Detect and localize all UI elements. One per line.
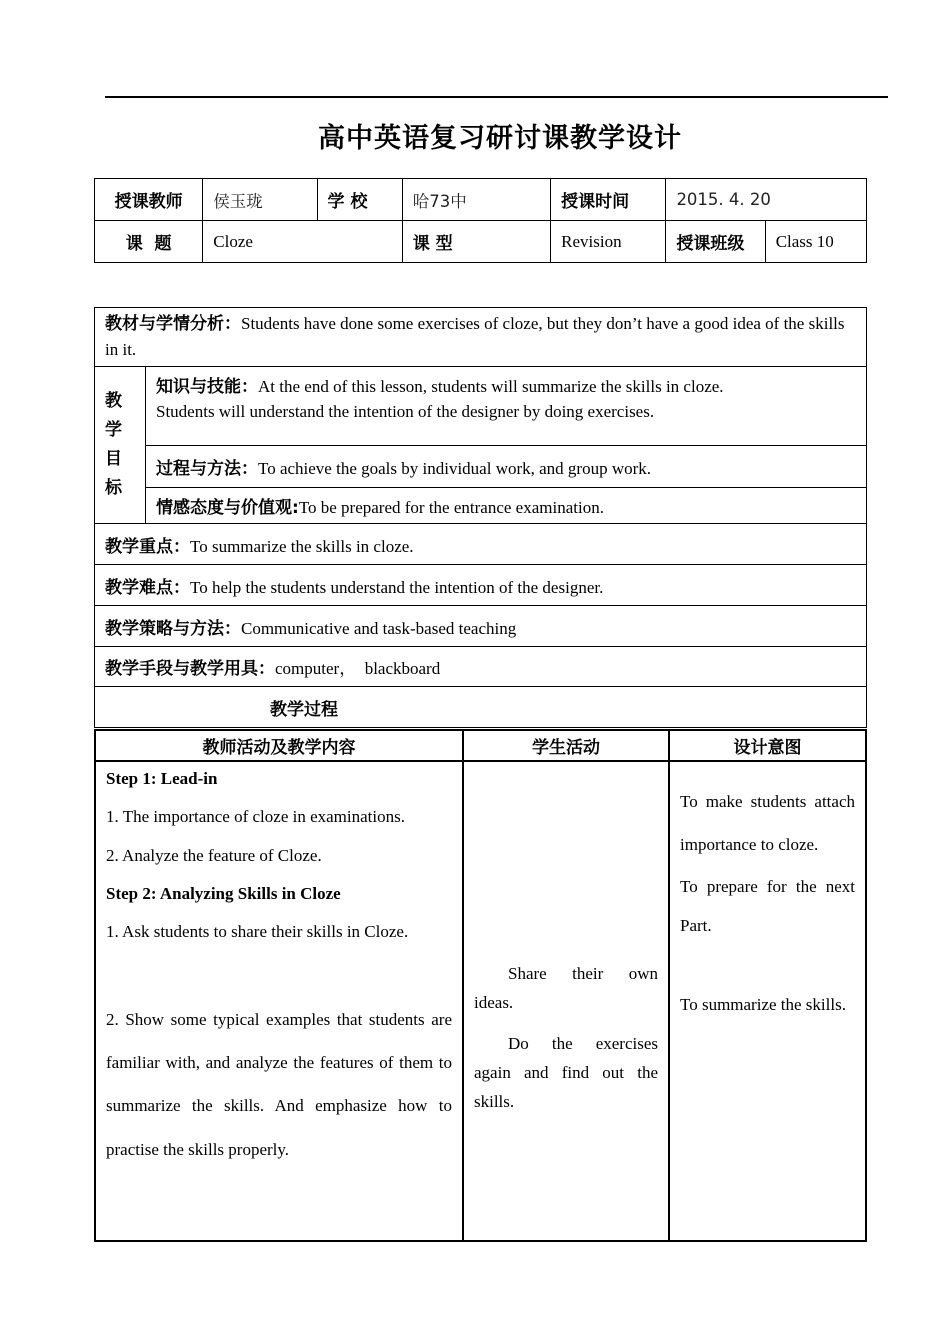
tools-label: 教学手段与教学用具： <box>105 659 275 679</box>
materials-label: 教材与学情分析： <box>105 313 241 334</box>
intent-2: To prepare for the next Part. <box>680 876 855 935</box>
knowledge-text-1: At the end of this lesson, students will summarize the skills in cloze. <box>258 377 724 396</box>
materials-text: Students have done some exercises of cloze, but they don’t have a good idea of the skills in it. <box>105 313 845 359</box>
step2-title: Step 2: Analyzing Skills in Cloze <box>106 884 341 904</box>
emotion-text: To be prepared for the entrance examination. <box>298 498 604 517</box>
strategy-text: Communicative and task-based teaching <box>241 618 517 638</box>
teacher-activity-cell <box>95 761 463 1241</box>
school-label: 学 校 <box>317 179 402 221</box>
analysis-table <box>94 307 867 728</box>
student-activity-cell <box>463 761 669 1241</box>
knowledge-label: 知识与技能： <box>156 377 258 397</box>
student-activity-2: Do the exercises again and find out the skills. <box>474 1033 658 1111</box>
key-label: 教学重点： <box>105 536 190 557</box>
topic-label: 课 题 <box>95 221 203 263</box>
process-label: 过程与方法： <box>156 459 258 479</box>
page-title: 高中英语复习研讨课教学设计 <box>318 123 682 154</box>
class-label: 授课班级 <box>666 221 765 263</box>
step2-item-2: 2. Show some typical examples that students are familiar with, and analyze the features of them to summarize the skills. And emphasize how to practise the skills properly. <box>106 1009 452 1159</box>
topic-value: Cloze <box>203 221 403 263</box>
objectives-label: 教 学 目 标 <box>95 367 146 524</box>
teacher-label: 授课教师 <box>95 179 203 221</box>
design-intent-cell <box>669 761 866 1241</box>
tools-text: computer， blackboard <box>275 659 441 678</box>
header-rule <box>105 96 888 98</box>
header-teacher-activity: 教师活动及教学内容 <box>95 730 463 761</box>
emotion-label: 情感态度与价值观: <box>156 498 299 518</box>
step1-title: Step 1: Lead-in <box>106 769 218 788</box>
header-student-activity: 学生活动 <box>463 730 669 761</box>
process-text: To achieve the goals by individual work, and group work. <box>258 459 652 478</box>
step2-item-1: 1. Ask students to share their skills in Cloze. <box>106 922 409 942</box>
type-value: Revision <box>551 221 666 263</box>
key-row <box>95 524 867 565</box>
intent-1: To make students attach importance to cloze. <box>680 792 855 855</box>
difficulty-row <box>95 565 867 606</box>
time-value: 2015. 4. 20 <box>666 179 867 221</box>
procedure-table <box>94 729 867 1242</box>
time-label: 授课时间 <box>551 179 666 221</box>
step1-item-2: 2. Analyze the feature of Cloze. <box>106 845 322 865</box>
tools-row <box>95 647 867 687</box>
student-activity-1: Share their own ideas. <box>474 964 658 1012</box>
strategy-row <box>95 606 867 647</box>
teacher-value: 侯玉珑 <box>203 179 317 221</box>
type-label: 课 型 <box>402 221 550 263</box>
strategy-label: 教学策略与方法： <box>105 618 241 639</box>
step1-item-1: 1. The importance of cloze in examinations. <box>106 807 405 827</box>
knowledge-row <box>146 367 867 446</box>
difficulty-label: 教学难点： <box>105 577 190 598</box>
intent-3: To summarize the skills. <box>680 994 846 1014</box>
knowledge-text-2: Students will understand the intention of the designer by doing exercises. <box>156 401 655 421</box>
class-value: Class 10 <box>765 221 866 263</box>
materials-row <box>95 308 867 367</box>
header-design-intent: 设计意图 <box>669 730 866 761</box>
school-value: 哈73中 <box>402 179 550 221</box>
procedure-heading: 教学过程 <box>95 687 867 728</box>
key-text: To summarize the skills in cloze. <box>190 536 414 556</box>
info-table <box>94 178 867 263</box>
difficulty-text: To help the students understand the intention of the designer. <box>190 577 604 597</box>
process-row <box>146 446 867 488</box>
emotion-row <box>146 488 867 524</box>
